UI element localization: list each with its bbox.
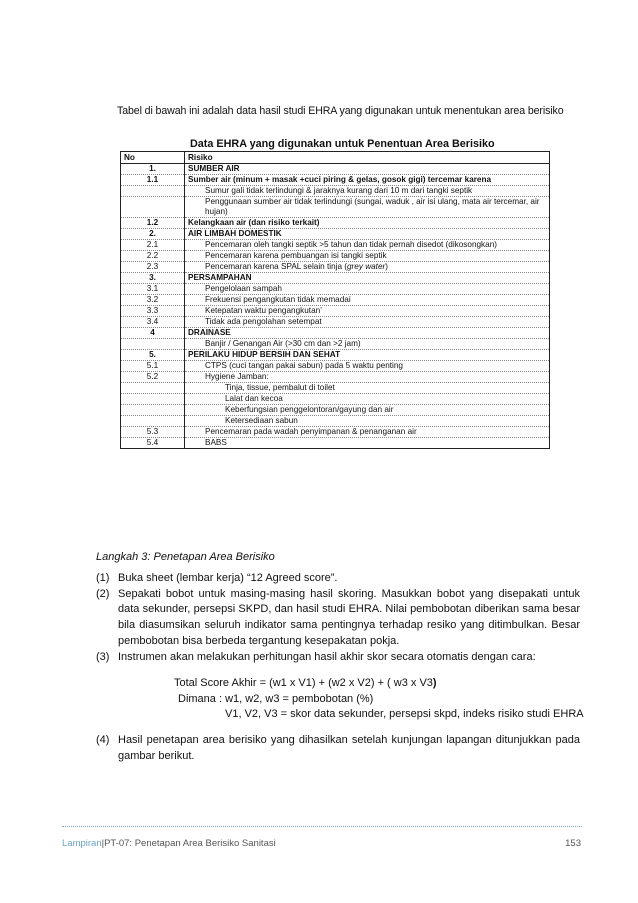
footer-left (62, 838, 276, 849)
step-number: (4) (96, 734, 110, 746)
table-row (121, 350, 550, 361)
footer-brand: Lampiran (62, 838, 102, 849)
row-risk: AIR LIMBAH DOMESTIK (185, 229, 550, 240)
table-row (121, 394, 550, 405)
row-number: 4 (121, 328, 185, 339)
row-risk: Lalat dan kecoa (185, 394, 550, 405)
table-row (121, 175, 550, 186)
step-text: Sepakati bobot untuk masing-masing hasil skoring. Masukkan bobot yang disepakati untuk data sekunder, persepsi SKPD, dan hasil studi EHRA. Nilai pembobotan diberikan sama besar bila diasumsikan seluruh indikator sama pentingnya terhadap resiko yang ditimbulkan. Besar pembobotan bisa berbeda tergantung kesepakatan pokja. (118, 587, 580, 647)
row-number: 3.3 (121, 306, 185, 317)
formula-total: Total Score Akhir = (w1 x V1) + (w2 x V2) + ( w3 x V3 (174, 677, 433, 689)
table-row (121, 361, 550, 372)
table-row (121, 284, 550, 295)
table-header-row (121, 152, 550, 164)
row-number: 3.1 (121, 284, 185, 295)
row-risk: Tidak ada pengolahan setempat (185, 317, 550, 328)
row-number (121, 383, 185, 394)
step-item (96, 571, 580, 587)
table-row (121, 339, 550, 350)
row-number: 3.2 (121, 295, 185, 306)
step-item (96, 650, 580, 666)
row-number (121, 405, 185, 416)
table-row (121, 372, 550, 383)
step-text: Hasil penetapan area berisiko yang dihasilkan setelah kunjungan lapangan ditunjukkan pada gambar berikut. (118, 734, 580, 762)
step-number: (2) (96, 587, 110, 600)
page-number: 153 (565, 838, 581, 849)
row-risk: Pencemaran oleh tangki septik >5 tahun dan tidak pernah disedot (dikosongkan) (185, 240, 550, 251)
row-risk: DRAINASE (185, 328, 550, 339)
row-risk: Keberfungsian penggelontoran/gayung dan air (185, 405, 550, 416)
row-risk: Tinja, tissue, pembalut di toilet (185, 383, 550, 394)
row-risk: Ketersediaan sabun (185, 416, 550, 427)
formula-line-3: V1, V2, V3 = skor data sekunder, persepsi skpd, indeks risiko studi EHRA (225, 708, 584, 721)
header-no: No (121, 152, 185, 164)
row-risk: Pencemaran karena pembuangan isi tangki septik (185, 251, 550, 262)
step-text: Buka sheet (lembar kerja) “12 Agreed score”. (118, 572, 338, 584)
footer-separator: | (101, 838, 105, 849)
row-risk: Pencemaran pada wadah penyimpanan & penanganan air (185, 427, 550, 438)
header-risiko: Risiko (185, 152, 550, 164)
table-row (121, 186, 550, 197)
table-row (121, 197, 550, 218)
row-risk: Banjir / Genangan Air (>30 cm dan >2 jam) (185, 339, 550, 350)
row-number: 2.3 (121, 262, 185, 273)
row-risk: Penggunaan sumber air tidak terlindungi (sungai, waduk , air isi ulang, mata air tercemar, air hujan) (185, 197, 550, 218)
row-risk: PERILAKU HIDUP BERSIH DAN SEHAT (185, 350, 550, 361)
row-number: 1.2 (121, 218, 185, 229)
row-risk: Kelangkaan air (dan risiko terkait) (185, 218, 550, 229)
table-row (121, 416, 550, 427)
table-row (121, 295, 550, 306)
risk-text-after: ) (385, 262, 388, 271)
step-item (96, 587, 580, 650)
intro-text: Tabel di bawah ini adalah data hasil studi EHRA yang digunakan untuk menentukan area berisiko (117, 105, 564, 117)
row-number: 1.1 (121, 175, 185, 186)
formula-block (174, 676, 584, 723)
table-row (121, 262, 550, 273)
row-risk: BABS (185, 438, 550, 449)
row-number: 1. (121, 164, 185, 175)
steps-list (96, 571, 580, 665)
table-row (121, 427, 550, 438)
row-number (121, 394, 185, 405)
row-number: 5. (121, 350, 185, 361)
row-risk (185, 262, 550, 273)
formula-close-paren: ) (432, 677, 437, 689)
formula-line-1 (174, 676, 584, 692)
row-number: 5.1 (121, 361, 185, 372)
table-row (121, 229, 550, 240)
row-risk: Pengelolaan sampah (185, 284, 550, 295)
table-row (121, 317, 550, 328)
step-text: Instrumen akan melakukan perhitungan hasil akhir skor secara otomatis dengan cara: (118, 650, 536, 663)
row-risk: SUMBER AIR (185, 164, 550, 175)
table-row (121, 164, 550, 175)
table-row (121, 273, 550, 284)
footer-doc-title: PT-07: Penetapan Area Berisiko Sanitasi (104, 838, 276, 849)
table-row (121, 251, 550, 262)
row-number: 2.1 (121, 240, 185, 251)
row-number: 5.3 (121, 427, 185, 438)
step-item-4 (96, 733, 580, 764)
risk-italic: grey water (347, 262, 386, 271)
row-number (121, 186, 185, 197)
row-risk: Ketepatan waktu pengangkutan’ (185, 306, 550, 317)
langkah-title: Langkah 3: Penetapan Area Berisiko (96, 551, 275, 563)
row-number (121, 416, 185, 427)
step-number: (1) (96, 572, 110, 584)
row-risk: CTPS (cuci tangan pakai sabun) pada 5 waktu penting (185, 361, 550, 372)
row-number: 2.2 (121, 251, 185, 262)
step-number: (3) (96, 650, 110, 663)
row-risk: PERSAMPAHAN (185, 273, 550, 284)
table-title: Data EHRA yang digunakan untuk Penentuan Area Berisiko (190, 138, 495, 150)
row-number (121, 339, 185, 350)
row-risk: Frekuensi pengangkutan tidak memadai (185, 295, 550, 306)
table-row (121, 218, 550, 229)
table-row (121, 328, 550, 339)
table-row (121, 405, 550, 416)
table-row (121, 383, 550, 394)
row-number: 3.4 (121, 317, 185, 328)
table-row (121, 240, 550, 251)
footer-divider (62, 826, 582, 827)
row-number: 5.4 (121, 438, 185, 449)
row-risk: Hygiene Jamban: (185, 372, 550, 383)
row-number: 2. (121, 229, 185, 240)
table-row (121, 438, 550, 449)
page-footer (62, 838, 581, 849)
row-number (121, 197, 185, 218)
risk-text: Pencemaran karena SPAL selain tinja ( (205, 262, 347, 271)
row-number: 3. (121, 273, 185, 284)
table-row (121, 306, 550, 317)
row-risk: Sumber air (minum + masak +cuci piring & gelas, gosok gigi) tercemar karena (185, 175, 550, 186)
row-risk: Sumur gali tidak terlindungi & jaraknya kurang dari 10 m dari tangki septik (185, 186, 550, 197)
row-number: 5.2 (121, 372, 185, 383)
formula-line-2: Dimana : w1, w2, w3 = pembobotan (%) (178, 692, 374, 705)
ehra-risk-table (120, 151, 550, 449)
